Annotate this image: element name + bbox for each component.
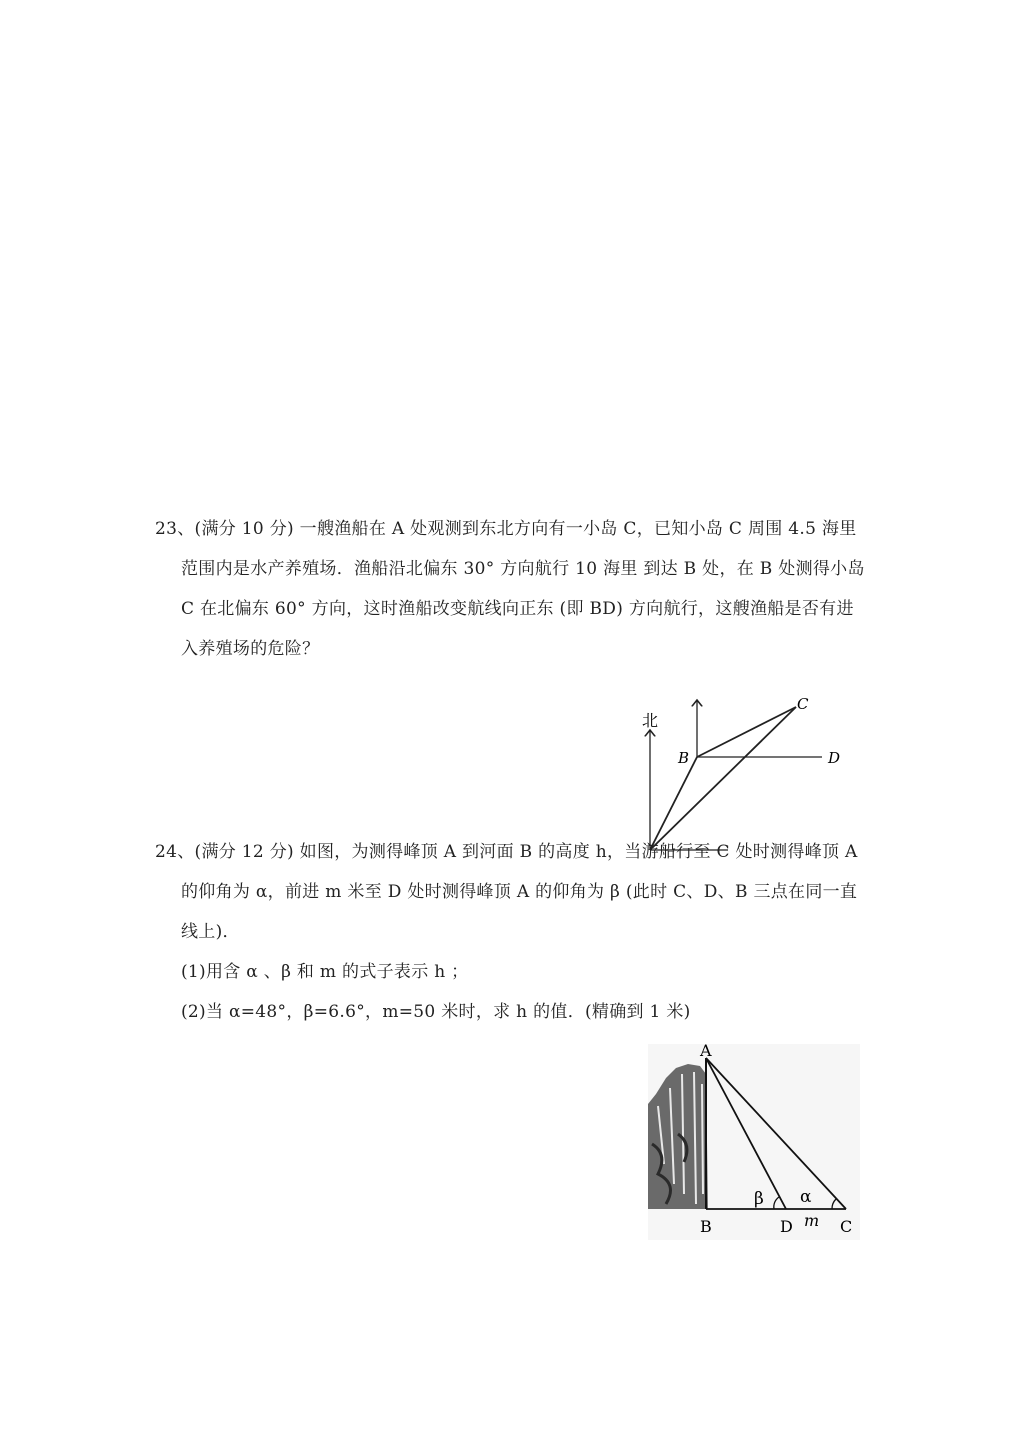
q23-line-3: C 在北偏东 60° 方向，这时渔船改变航线向正东 (即 BD) 方向航行，这艘渔船是否有进 bbox=[181, 599, 854, 619]
q24-figure bbox=[648, 1044, 860, 1240]
label-beta: β bbox=[754, 1189, 764, 1209]
question-23 bbox=[155, 509, 875, 669]
q24-line-3: 线上)． bbox=[181, 922, 240, 942]
label-m: m bbox=[804, 1211, 820, 1230]
q24-line-1: 24、(满分 12 分) 如图，为测得峰顶 A 到河面 B 的高度 h，当游船行至 C 处时测得峰顶 A bbox=[155, 842, 858, 862]
label-alpha: α bbox=[800, 1187, 812, 1207]
label-a: A bbox=[700, 1044, 712, 1060]
label-d: D bbox=[780, 1217, 793, 1236]
label-c: C bbox=[840, 1217, 853, 1236]
line-ac bbox=[650, 707, 796, 850]
question-24 bbox=[155, 832, 875, 1032]
label-d: D bbox=[828, 749, 841, 767]
q23-line-4: 入养殖场的危险？ bbox=[181, 639, 320, 659]
q23-line-1: 23、(满分 10 分) 一艘渔船在 A 处观测到东北方向有一小岛 C，已知小岛 C 周围 4.5 海里 bbox=[155, 519, 857, 539]
q24-part-2: (2)当 α=48°，β=6.6°，m=50 米时，求 h 的值．(精确到 1 米) bbox=[181, 1002, 691, 1022]
q23-line-2: 范围内是水产养殖场．渔船沿北偏东 30° 方向航行 10 海里 到达 B 处，在 B 处测得小岛 bbox=[181, 559, 865, 579]
q24-part-1: (1)用含 α 、β 和 m 的式子表示 h ； bbox=[181, 962, 469, 982]
label-b: B bbox=[700, 1217, 712, 1236]
label-b: B bbox=[678, 749, 690, 767]
q24-line-2: 的仰角为 α，前进 m 米至 D 处时测得峰顶 A 的仰角为 β (此时 C、D、B 三点在同一直 bbox=[181, 882, 858, 902]
north-label: 北 bbox=[642, 711, 659, 730]
q24-diagram bbox=[648, 1044, 860, 1240]
label-c: C bbox=[797, 695, 809, 713]
line-bc bbox=[697, 707, 796, 757]
